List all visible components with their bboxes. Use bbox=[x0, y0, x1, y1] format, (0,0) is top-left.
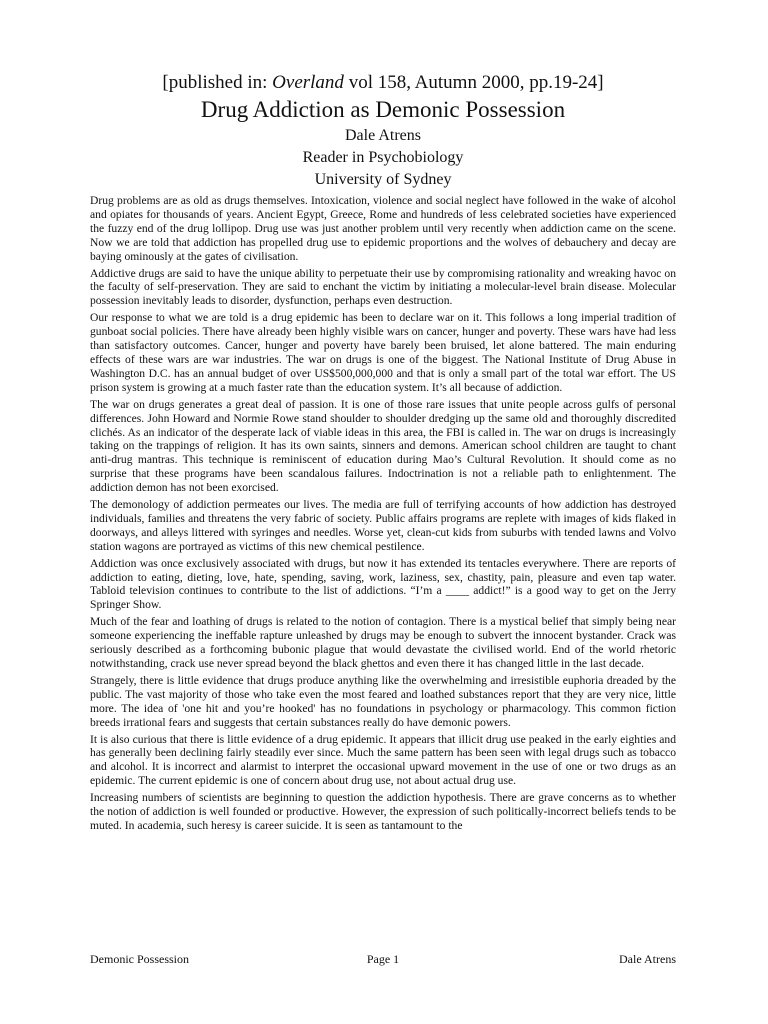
publication-prefix: [published in: bbox=[162, 72, 273, 93]
publication-note bbox=[90, 72, 676, 94]
paragraph-1: Drug problems are as old as drugs themselves. Intoxication, violence and social neglect have followed in the wake of alcohol and opiates for thousands of years. Ancient Egypt, Greece, Rome and hundreds of less celebrated societies have experienced the fuzzy end of the drug lollipop. Drug use was just another problem until very recently when addiction came on the scene. Now we are told that addiction has propelled drug use to epidemic proportions and the wolves of debauchery and decay are baying ominously at the gates of civilisation. bbox=[90, 194, 676, 263]
paragraph-10: Increasing numbers of scientists are beginning to question the addiction hypothesis. There are grave concerns as to whether the notion of addiction is well founded or productive. However, the expression of such politically-incorrect beliefs tends to be muted. In academia, such heresy is career suicide. It is seen as tantamount to the bbox=[90, 791, 676, 832]
author-institution: University of Sydney bbox=[314, 171, 452, 188]
author-name: Dale Atrens bbox=[345, 127, 421, 144]
author-position: Reader in Psychobiology bbox=[302, 149, 464, 166]
paragraph-4: The war on drugs generates a great deal of passion. It is one of those rare issues that unite people across gulfs of personal differences. John Howard and Normie Rowe stand shoulder to shoulder dredging up the same old and thoroughly discredited clichés. As an indicator of the desperate lack of viable ideas in this area, the FBI is called in. The war on drugs is increasingly taking on the trappings of religion. It has its own saints, sinners and demons. American school children are taught to chant anti-drug mantras. This technique is reminiscent of education during Mao’s Cultural Revolution. It should come as no surprise that these programs have been scandalous failures. Indoctrination is not a reliable path to enlightenment. The addiction demon has not been exorcised. bbox=[90, 397, 676, 495]
footer-left: Demonic Possession bbox=[90, 952, 189, 966]
article-body bbox=[90, 194, 676, 836]
paragraph-9: It is also curious that there is little evidence of a drug epidemic. It appears that illicit drug use peaked in the early eighties and has generally been declining fairly steadily ever since. Much the same pattern has been seen with legal drugs such as tobacco and alcohol. It is incorrect and alarmist to interpret the occasional upward movement in the use of one or two drugs as an epidemic. The current epidemic is one of concern about drug use, not about actual drug use. bbox=[90, 732, 676, 788]
paragraph-8: Strangely, there is little evidence that drugs produce anything like the overwhelming and irresistible euphoria dreaded by the public. The vast majority of those who take even the most feared and loathed substances report that they are very nice, little more. The idea of 'one hit and you’re hooked' has no foundations in psychology or pharmacology. This common fiction breeds irrational fears and suggests that certain substances really do have demonic powers. bbox=[90, 673, 676, 729]
paragraph-2: Addictive drugs are said to have the unique ability to perpetuate their use by compromising rationality and wreaking havoc on the faculty of self-preservation. They are said to enchant the victim by initiating a molecular-level brain disease. Molecular possession inevitably leads to disorder, dysfunction, perhaps even destruction. bbox=[90, 266, 676, 308]
document-page bbox=[90, 0, 676, 1024]
page-footer bbox=[90, 952, 676, 966]
publication-suffix: vol 158, Autumn 2000, pp.19-24] bbox=[343, 72, 604, 93]
page-number: Page 1 bbox=[366, 952, 400, 966]
paragraph-7: Much of the fear and loathing of drugs is related to the notion of contagion. There is a mystical belief that simply being near someone experiencing the ineffable rapture unleashed by drugs may be enough to subvert the innocent bystander. Crack was seriously described as a forthcoming bubonic plague that would devastate the civilised world. End of the world rhetoric notwithstanding, crack use never spread beyond the black ghettos and even there it has changed little in the last decade. bbox=[90, 615, 676, 670]
footer-right: Dale Atrens bbox=[619, 952, 676, 966]
journal-name: Overland bbox=[272, 72, 344, 93]
paragraph-6: Addiction was once exclusively associated with drugs, but now it has extended its tentacles everywhere. There are reports of addiction to eating, dieting, love, hate, spending, saving, work, laziness, sex, chastity, pain, pleasure and even tap water. Tabloid television continues to contribute to the list of addictions. “I’m a ____ addict!” is a good way to get on the Jerry Springer Show. bbox=[90, 556, 676, 612]
page-title: Drug Addiction as Demonic Possession bbox=[200, 97, 566, 122]
paragraph-3: Our response to what we are told is a drug epidemic has been to declare war on it. This follows a long imperial tradition of gunboat social policies. There have already been highly visible wars on cancer, hunger and poverty. These wars have had less than satisfactory outcomes. Cancer, hunger and poverty have barely been bruised, let alone battered. The main enduring effects of these wars are war industries. The war on drugs is one of the biggest. The National Institute of Drug Abuse in Washington D.C. has an annual budget of over US$500,000,000 and that is only a small part of the total war effort. The US prison system is growing at a much faster rate than the education system. It’s all because of addiction. bbox=[90, 311, 676, 394]
paragraph-5: The demonology of addiction permeates our lives. The media are full of terrifying accounts of how addiction has destroyed individuals, families and threatens the very fabric of society. Public affairs programs are replete with images of kids flaked in doorways, and alleys littered with syringes and needles. Worse yet, clean-cut kids from suburbs with tended lawns and Volvo station wagons are portrayed as victims of this new chemical pestilence. bbox=[90, 498, 676, 553]
document-header bbox=[90, 72, 676, 191]
